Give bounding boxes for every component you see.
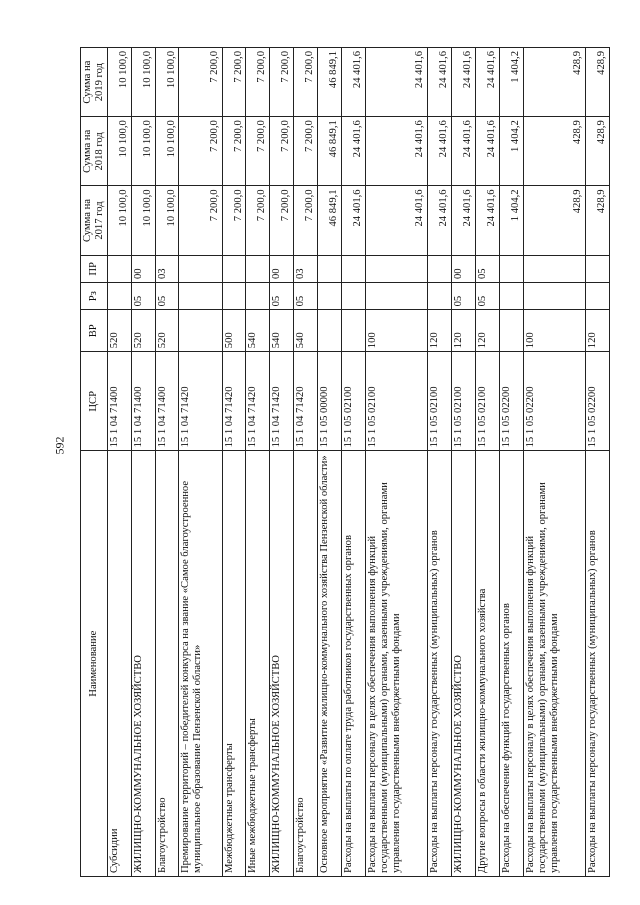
row-vr: 540 xyxy=(246,310,270,352)
row-pr xyxy=(342,255,366,282)
row-vr: 120 xyxy=(452,310,476,352)
row-sum-2018: 24 401,6 xyxy=(475,117,499,186)
table-header-row xyxy=(81,48,108,877)
row-vr xyxy=(499,310,523,352)
budget-table-container xyxy=(80,47,610,877)
table-row xyxy=(342,48,366,877)
row-csr: 15 1 04 71420 xyxy=(294,352,318,451)
row-vr: 120 xyxy=(428,310,452,352)
table-row xyxy=(131,48,155,877)
row-sum-2017: 10 100,0 xyxy=(131,186,155,255)
row-vr: 100 xyxy=(366,310,428,352)
row-sum-2019: 7 200,0 xyxy=(179,48,222,117)
row-name: Иные межбюджетные трансферты xyxy=(246,451,270,877)
table-row xyxy=(366,48,428,877)
header-vr: ВР xyxy=(81,310,108,352)
row-sum-2019: 24 401,6 xyxy=(342,48,366,117)
row-pr xyxy=(499,255,523,282)
header-pr: ПР xyxy=(81,255,108,282)
row-sum-2017: 10 100,0 xyxy=(107,186,131,255)
row-name: Расходы на выплаты персоналу в целях обеспечения выполнения функций государственными (муниципальными) органами, казенными учреждениями, органами управления государственными внебюджетными фондами xyxy=(523,451,585,877)
row-pr xyxy=(179,255,222,282)
row-pr xyxy=(585,255,609,282)
row-rz xyxy=(342,283,366,310)
row-rz xyxy=(107,283,131,310)
budget-table xyxy=(80,47,610,877)
row-sum-2017: 7 200,0 xyxy=(246,186,270,255)
row-sum-2019: 24 401,6 xyxy=(475,48,499,117)
row-pr xyxy=(428,255,452,282)
row-csr: 15 1 04 71400 xyxy=(107,352,131,451)
row-sum-2018: 10 100,0 xyxy=(131,117,155,186)
row-csr: 15 1 04 71420 xyxy=(270,352,294,451)
row-name: Основное мероприятие «Развитие жилищно-коммунального хозяйства Пензенской области» xyxy=(318,451,342,877)
row-name: Другие вопросы в области жилищно-коммунального хозяйства xyxy=(475,451,499,877)
row-sum-2017: 24 401,6 xyxy=(452,186,476,255)
header-sum-2019: Сумма на 2019 год xyxy=(81,48,108,117)
table-row xyxy=(294,48,318,877)
row-rz xyxy=(585,283,609,310)
row-sum-2017: 1 404,2 xyxy=(499,186,523,255)
row-pr: 00 xyxy=(270,255,294,282)
row-vr: 500 xyxy=(222,310,246,352)
row-name: Премирование территорий – победителей конкурса на звание «Самое благоустроенное муниципальное образование Пензенской области» xyxy=(179,451,222,877)
row-sum-2019: 428,9 xyxy=(523,48,585,117)
row-sum-2019: 7 200,0 xyxy=(294,48,318,117)
row-csr: 15 1 05 02100 xyxy=(475,352,499,451)
table-row xyxy=(428,48,452,877)
row-sum-2017: 7 200,0 xyxy=(179,186,222,255)
row-vr: 120 xyxy=(585,310,609,352)
row-csr: 15 1 05 02100 xyxy=(366,352,428,451)
row-csr: 15 1 05 02200 xyxy=(499,352,523,451)
table-row xyxy=(318,48,342,877)
row-rz: 05 xyxy=(294,283,318,310)
row-vr xyxy=(342,310,366,352)
row-pr: 03 xyxy=(294,255,318,282)
row-sum-2018: 24 401,6 xyxy=(452,117,476,186)
row-rz xyxy=(428,283,452,310)
row-sum-2019: 24 401,6 xyxy=(452,48,476,117)
row-sum-2017: 428,9 xyxy=(523,186,585,255)
row-rz xyxy=(318,283,342,310)
row-sum-2019: 1 404,2 xyxy=(499,48,523,117)
row-sum-2019: 24 401,6 xyxy=(428,48,452,117)
row-sum-2019: 7 200,0 xyxy=(222,48,246,117)
row-rz: 05 xyxy=(475,283,499,310)
row-csr: 15 1 04 71420 xyxy=(179,352,222,451)
row-name: Расходы на выплаты персоналу в целях обеспечения выполнения функций государственными (муниципальными) органами, казенными учреждениями, органами управления государственными внебюджетными фондами xyxy=(366,451,428,877)
table-row xyxy=(107,48,131,877)
table-row xyxy=(155,48,179,877)
header-rz: Рз xyxy=(81,283,108,310)
row-sum-2018: 24 401,6 xyxy=(342,117,366,186)
row-sum-2018: 10 100,0 xyxy=(107,117,131,186)
row-sum-2018: 7 200,0 xyxy=(270,117,294,186)
row-rz: 05 xyxy=(155,283,179,310)
row-sum-2019: 10 100,0 xyxy=(131,48,155,117)
row-csr: 15 1 04 71400 xyxy=(131,352,155,451)
row-rz xyxy=(366,283,428,310)
row-csr: 15 1 05 02200 xyxy=(585,352,609,451)
row-pr xyxy=(318,255,342,282)
row-name: Субсидии xyxy=(107,451,131,877)
row-sum-2019: 10 100,0 xyxy=(155,48,179,117)
table-row xyxy=(246,48,270,877)
row-vr: 540 xyxy=(270,310,294,352)
row-vr: 120 xyxy=(475,310,499,352)
table-row xyxy=(270,48,294,877)
row-name: Благоустройство xyxy=(294,451,318,877)
table-row xyxy=(499,48,523,877)
row-sum-2018: 1 404,2 xyxy=(499,117,523,186)
table-row xyxy=(523,48,585,877)
row-csr: 15 1 05 00000 xyxy=(318,352,342,451)
row-name: Расходы на выплаты по оплате труда работников государственных органов xyxy=(342,451,366,877)
row-vr: 100 xyxy=(523,310,585,352)
row-csr: 15 1 04 71420 xyxy=(246,352,270,451)
row-vr xyxy=(179,310,222,352)
row-csr: 15 1 05 02100 xyxy=(452,352,476,451)
row-name: Межбюджетные трансферты xyxy=(222,451,246,877)
row-rz xyxy=(222,283,246,310)
row-sum-2018: 46 849,1 xyxy=(318,117,342,186)
row-vr: 520 xyxy=(155,310,179,352)
row-rz xyxy=(499,283,523,310)
row-rz xyxy=(523,283,585,310)
row-pr: 00 xyxy=(452,255,476,282)
row-sum-2018: 7 200,0 xyxy=(246,117,270,186)
row-sum-2017: 24 401,6 xyxy=(428,186,452,255)
row-sum-2019: 24 401,6 xyxy=(366,48,428,117)
row-vr: 520 xyxy=(107,310,131,352)
row-sum-2018: 7 200,0 xyxy=(222,117,246,186)
row-rz: 05 xyxy=(452,283,476,310)
row-sum-2019: 7 200,0 xyxy=(246,48,270,117)
table-row xyxy=(179,48,222,877)
row-sum-2017: 46 849,1 xyxy=(318,186,342,255)
row-sum-2018: 24 401,6 xyxy=(428,117,452,186)
row-sum-2018: 24 401,6 xyxy=(366,117,428,186)
row-sum-2018: 7 200,0 xyxy=(179,117,222,186)
table-row xyxy=(585,48,609,877)
row-sum-2018: 428,9 xyxy=(523,117,585,186)
row-csr: 15 1 04 71420 xyxy=(222,352,246,451)
row-sum-2019: 46 849,1 xyxy=(318,48,342,117)
row-csr: 15 1 05 02200 xyxy=(523,352,585,451)
row-pr: 00 xyxy=(131,255,155,282)
row-sum-2019: 428,9 xyxy=(585,48,609,117)
row-rz xyxy=(246,283,270,310)
row-pr: 03 xyxy=(155,255,179,282)
row-sum-2019: 7 200,0 xyxy=(270,48,294,117)
row-pr xyxy=(523,255,585,282)
row-name: ЖИЛИЩНО-КОММУНАЛЬНОЕ ХОЗЯЙСТВО xyxy=(131,451,155,877)
header-csr: ЦСР xyxy=(81,352,108,451)
row-name: Расходы на выплаты персоналу государственных (муниципальных) органов xyxy=(428,451,452,877)
row-sum-2017: 24 401,6 xyxy=(342,186,366,255)
row-sum-2017: 7 200,0 xyxy=(270,186,294,255)
row-name: ЖИЛИЩНО-КОММУНАЛЬНОЕ ХОЗЯЙСТВО xyxy=(270,451,294,877)
row-sum-2017: 428,9 xyxy=(585,186,609,255)
row-vr xyxy=(318,310,342,352)
row-name: ЖИЛИЩНО-КОММУНАЛЬНОЕ ХОЗЯЙСТВО xyxy=(452,451,476,877)
row-csr: 15 1 05 02100 xyxy=(428,352,452,451)
table-row xyxy=(475,48,499,877)
row-name: Расходы на обеспечение функций государственных органов xyxy=(499,451,523,877)
header-sum-2017: Сумма на 2017 год xyxy=(81,186,108,255)
row-pr: 05 xyxy=(475,255,499,282)
row-rz: 05 xyxy=(270,283,294,310)
row-rz xyxy=(179,283,222,310)
row-sum-2018: 10 100,0 xyxy=(155,117,179,186)
row-csr: 15 1 04 71400 xyxy=(155,352,179,451)
row-sum-2018: 7 200,0 xyxy=(294,117,318,186)
row-sum-2017: 7 200,0 xyxy=(294,186,318,255)
page-number: 592 xyxy=(52,436,67,454)
row-sum-2018: 428,9 xyxy=(585,117,609,186)
row-sum-2017: 7 200,0 xyxy=(222,186,246,255)
row-pr xyxy=(107,255,131,282)
row-pr xyxy=(366,255,428,282)
row-csr: 15 1 05 02100 xyxy=(342,352,366,451)
row-vr: 540 xyxy=(294,310,318,352)
row-name: Расходы на выплаты персоналу государственных (муниципальных) органов xyxy=(585,451,609,877)
table-row xyxy=(452,48,476,877)
row-sum-2019: 10 100,0 xyxy=(107,48,131,117)
table-row xyxy=(222,48,246,877)
row-pr xyxy=(222,255,246,282)
row-sum-2017: 24 401,6 xyxy=(475,186,499,255)
row-rz: 05 xyxy=(131,283,155,310)
row-sum-2017: 24 401,6 xyxy=(366,186,428,255)
header-name: Наименование xyxy=(81,451,108,877)
row-pr xyxy=(246,255,270,282)
row-name: Благоустройство xyxy=(155,451,179,877)
row-vr: 520 xyxy=(131,310,155,352)
header-sum-2018: Сумма на 2018 год xyxy=(81,117,108,186)
row-sum-2017: 10 100,0 xyxy=(155,186,179,255)
